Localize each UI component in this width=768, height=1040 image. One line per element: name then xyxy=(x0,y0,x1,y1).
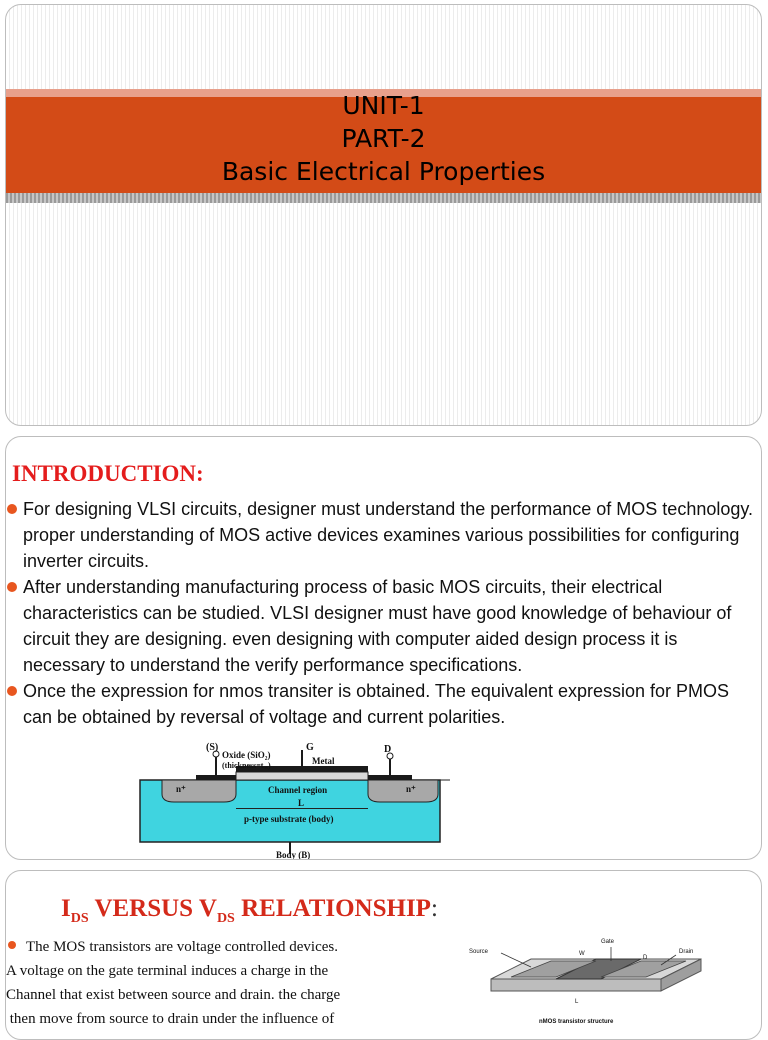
label-drain: Drain xyxy=(679,949,694,955)
nmos-structure-diagram xyxy=(461,929,731,1029)
label-metal: Metal xyxy=(312,756,335,766)
title-line-subject: Basic Electrical Properties xyxy=(221,157,546,186)
label-drain: D xyxy=(384,744,392,755)
label-length: L xyxy=(298,798,305,808)
ids-line: Channel that exist between source and drain. the charge xyxy=(6,987,341,1003)
title-band-bottom-stripe xyxy=(6,193,761,203)
label-channel-region: Channel region xyxy=(268,785,328,795)
label-n-plus-source: n⁺ xyxy=(176,784,186,794)
introduction-slide xyxy=(5,436,762,860)
ids-vds-heading xyxy=(61,895,438,927)
heading-relationship: RELATIONSHIP xyxy=(234,895,431,922)
label-length: L xyxy=(575,999,579,1005)
bullet-item xyxy=(6,574,756,678)
ids-line: then move from source to drain under the influence of xyxy=(6,1011,335,1027)
heading-subscript-ds-2: DS xyxy=(216,911,235,926)
bullet-text: After understanding manufacturing process of basic MOS circuits, their electrical characteristics can be studied. VLSI designer must have good knowledge of behaviour of circuit they are designing. even designing with computer aided design process it is necessary to understand the verify performance specifications. xyxy=(23,577,732,675)
ids-bullet-item xyxy=(6,935,386,959)
bullet-dot-icon xyxy=(7,686,17,696)
heading-i: I xyxy=(61,895,71,922)
label-source: (S) xyxy=(206,742,219,753)
label-width: W xyxy=(579,951,585,957)
heading-colon: : xyxy=(430,895,438,922)
label-body: Body (B) xyxy=(276,850,311,860)
bullet-dot-icon xyxy=(7,582,17,592)
ids-vds-slide xyxy=(5,870,762,1040)
figure-caption: nMOS transistor structure xyxy=(539,1019,614,1025)
length-dimension-line xyxy=(236,808,368,809)
source-contact xyxy=(196,775,236,780)
bullet-dot-icon xyxy=(8,941,16,949)
label-oxide-thickness: (thickness=tₒₓ) xyxy=(222,761,271,770)
title-line-part: PART-2 xyxy=(341,124,426,153)
label-gate: G xyxy=(306,742,314,753)
title-slide xyxy=(5,4,762,426)
ids-line: The MOS transistors are voltage controlled devices. xyxy=(26,939,338,955)
slide-title xyxy=(6,89,761,188)
introduction-heading: INTRODUCTION: xyxy=(12,461,204,486)
title-line-unit: UNIT-1 xyxy=(342,91,425,120)
ids-body-text xyxy=(6,935,386,1031)
mos-cross-section-diagram xyxy=(126,742,456,860)
drain-contact xyxy=(368,775,412,780)
bullet-text: Once the expression for nmos transiter is obtained. The equivalent expression for PMOS can be obtained by reversal of voltage and current polarities. xyxy=(23,681,730,727)
bullet-item xyxy=(6,678,756,730)
label-source: Source xyxy=(469,949,489,955)
bullet-text: For designing VLSI circuits, designer must understand the performance of MOS technology. proper understanding of MOS active devices examines various possibilities for configuring inverter circuits. xyxy=(23,499,754,571)
source-n-plus-region xyxy=(162,780,236,802)
heading-subscript-ds: DS xyxy=(70,911,89,926)
bullet-item xyxy=(6,496,756,574)
label-gate: Gate xyxy=(601,939,615,945)
introduction-bullet-list xyxy=(6,496,756,730)
heading-versus-v: VERSUS V xyxy=(88,895,217,922)
label-oxide: Oxide (SiO₂) xyxy=(222,750,271,760)
gate-oxide-layer xyxy=(236,772,368,780)
substrate-front-face xyxy=(491,979,661,991)
label-d: D xyxy=(643,955,648,961)
label-n-plus-drain: n⁺ xyxy=(406,784,416,794)
label-substrate: p-type substrate (body) xyxy=(244,814,334,824)
ids-line: A voltage on the gate terminal induces a charge in the xyxy=(6,963,329,979)
bullet-dot-icon xyxy=(7,504,17,514)
source-pointer-line xyxy=(501,953,531,967)
